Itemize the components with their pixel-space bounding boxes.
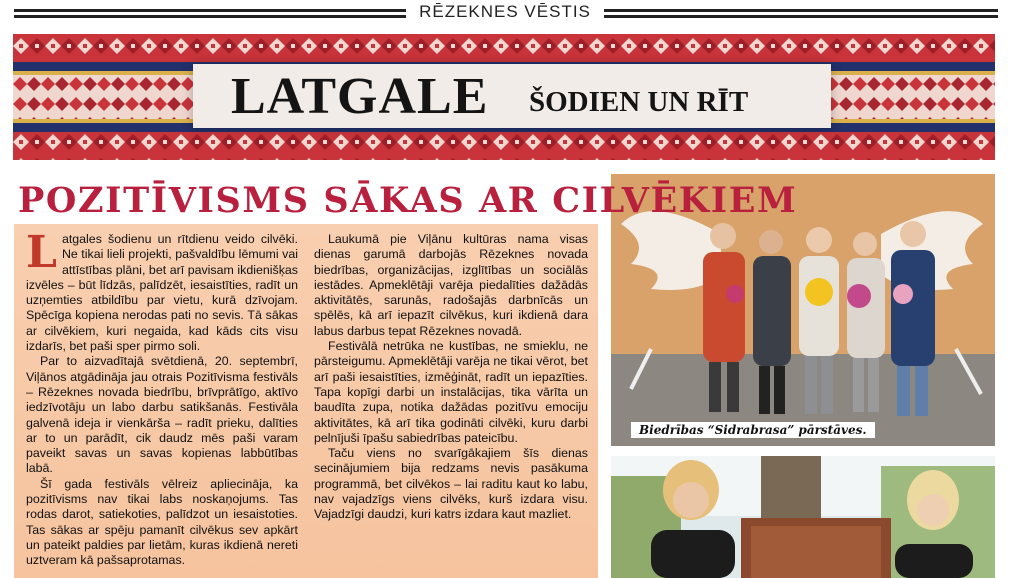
banner-subtitle: ŠODIEN UN RĪT: [529, 86, 749, 118]
newspaper-name: RĒZEKNES VĒSTIS: [419, 2, 591, 21]
paragraph-text: atgales šodienu un rītdienu veido cilvēki. Ne tikai lieli projekti, pašvaldību lēmumi vai attīstības plāni, bet arī pavisam ikdienišķas izvēles – būt līdzās, palīdzēt, iesaistīties, radīt un uzņemties atbildību par vietu, kurā dzīvojam. Spēcīga kopiena nerodas pati no sevis. Tā sākas ar cilvēkiem, kuri negaida, kad kāds cits visu izdarīs, bet paši sper pirmo soli.: [26, 232, 298, 354]
photo-two-women: [611, 456, 995, 578]
article-body: [14, 224, 598, 578]
photo-two-women-image: [611, 456, 995, 578]
photo-caption: Biedrības “Sidrabrasa” pārstāves.: [631, 422, 875, 438]
paragraph: Festivālā netrūka ne kustības, ne smieklu, ne pārsteigumu. Apmeklētāji varēja ne tikai vērot, bet arī paši iesaistīties, izmēģināt, radīt un iepazīties. Tapa kopīgi darbi un instalācijas, tika vārīta un baudīta zupa, notika dažādas pozitīvu emociju aktivitātes, kā arī tika godināti cilvēki, kuru darbi pelnījuši īpašu sabiedrības pateicību.: [314, 339, 588, 445]
masthead: [0, 0, 1028, 30]
article-column-2: [314, 232, 588, 523]
banner-title: LATGALE: [231, 68, 489, 125]
paragraph: Taču viens no svarīgākajiem šīs dienas secinājumiem bija redzams nevis pasākuma programmā, bet cilvēkos – lai raditu kaut ko labu, nav vajadzīgs viens cilvēks, kurš izdara visu. Vajadzīgi daudzi, kuri katrs izdara kaut mazliet.: [314, 446, 588, 522]
article-headline: POZITĪVISMS SĀKAS AR CILVĒKIEM: [18, 180, 798, 221]
paragraph: Par to aizvadītajā svētdienā, 20. septembrī, Viļānos atgādināja jau otrais Pozitīvisma festivāls – Rēzeknes novada biedrību, brīvprātīgo, aktīvo iedzīvotāju un labo darbu satikšanās. Festivāla galvenā ideja ir vienkārša – radīt prieku, dalīties ar to un parādīt, cik daudz mēs paši varam paveikt savas un savas kopienas labbūtības labā.: [26, 354, 298, 476]
drop-cap: L: [26, 227, 57, 278]
paragraph: Laukumā pie Viļānu kultūras nama visas dienas garumā darbojās Rēzeknes novada biedrības, organizācijas, izglītības un sociālās iestādes. Apmeklētāji varēja piedalīties dažādās aktivitātēs, sarunās, radošajās darbnīcās un spēlēs, kā arī iepazīt cilvēkus, kuri ikdienā dara labus darbus tepat Rēzeknes novadā.: [314, 232, 588, 338]
paragraph: Šī gada festivāls vēlreiz apliecināja, ka pozitīvisms nav tikai labs noskaņojums. Tas rodas darot, satiekoties, palīdzot un iesaistoties. Tas sākas ar spēju pamanīt cilvēkus sev apkārt un pateikt paldies par lietām, kuras ikdienā nereti uztveram kā pašsaprotamas.: [26, 476, 298, 568]
section-banner: [13, 34, 995, 160]
masthead-rule-right: [604, 9, 998, 18]
masthead-rule-left: [14, 9, 406, 18]
paragraph: [26, 227, 298, 354]
article-column-1: [26, 227, 298, 569]
